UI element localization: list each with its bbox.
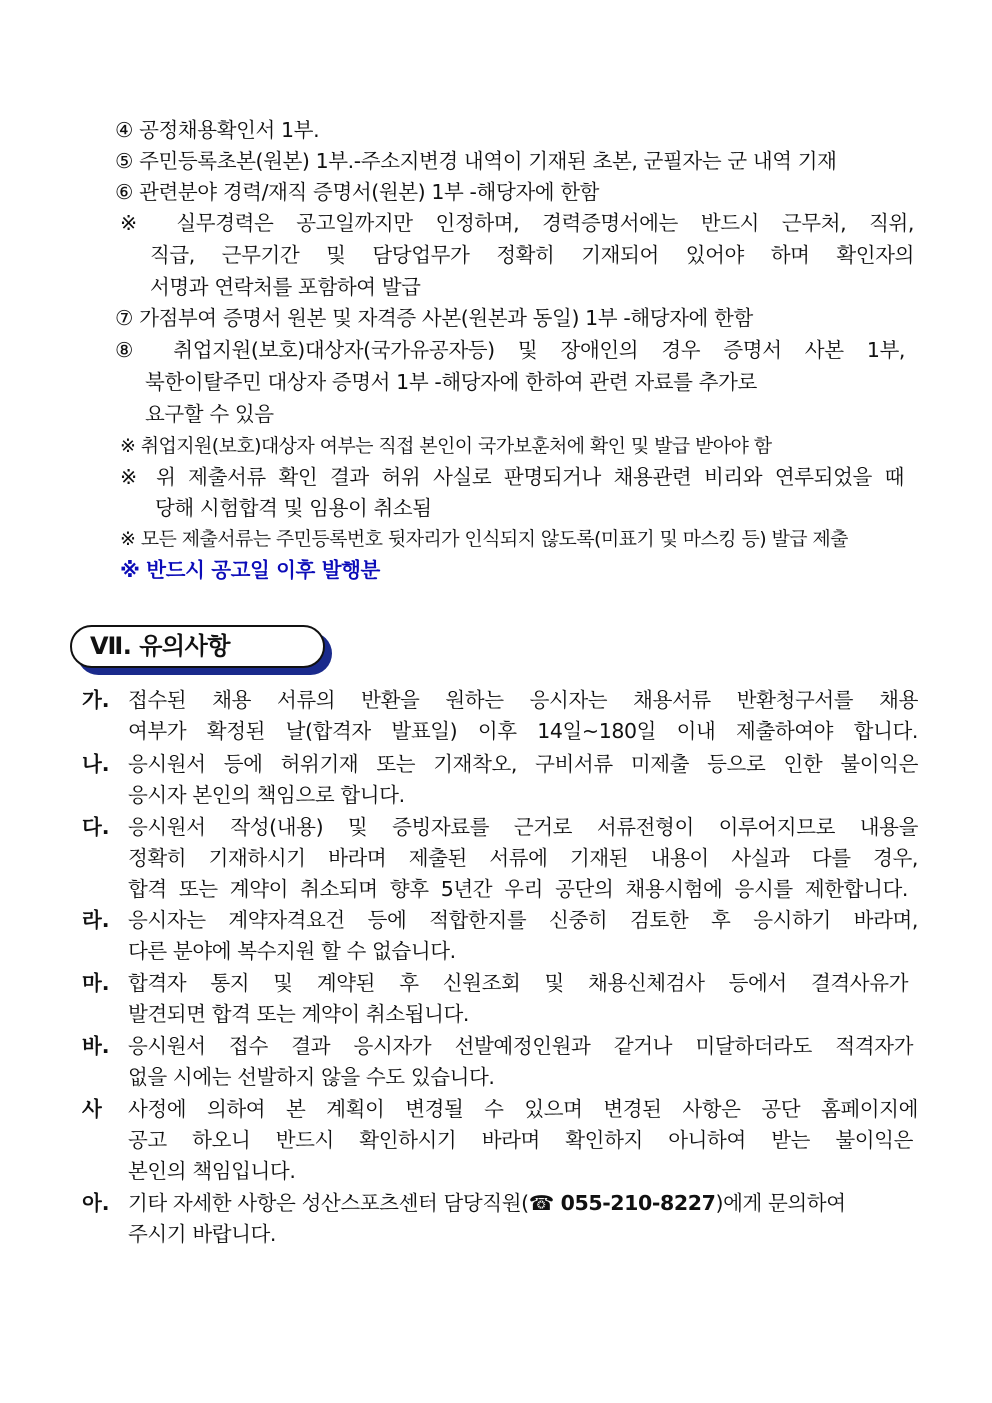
notice-da-line-3: 합격 또는 계약이 취소되며 향후 5년간 우리 공단의 채용시험에 응시를 제한합니다. bbox=[128, 877, 908, 901]
notice-ba-line-2: 없을 시에는 선발하지 않을 수도 있습니다. bbox=[128, 1065, 495, 1089]
notice-label-na: 나. bbox=[82, 752, 110, 776]
item-8-line-2: 북한이탈주민 대상자 증명서 1부 -해당자에 한하여 관련 자료를 추가로 bbox=[145, 370, 757, 394]
notice-label-a: 아. bbox=[82, 1191, 110, 1215]
contact-phone: ☎ 055-210-8227 bbox=[528, 1191, 716, 1215]
notice-na-line-1: 응시원서 등에 허위기재 또는 기재착오, 구비서류 미제출 등으로 인한 불이익은 bbox=[128, 752, 918, 776]
notice-da-line-2: 정확히 기재하시기 바라며 제출된 서류에 기재된 내용이 사실과 다를 경우, bbox=[128, 846, 918, 870]
notice-ba-line-1: 응시원서 접수 결과 응시자가 선발예정인원과 같거나 미달하더라도 적격자가 bbox=[128, 1034, 913, 1058]
notice-na-line-2: 응시자 본인의 책임으로 합니다. bbox=[128, 783, 405, 807]
item-4: ④ 공정채용확인서 1부. bbox=[115, 118, 320, 142]
notice-a-line-2: 주시기 바랍니다. bbox=[128, 1222, 277, 1246]
notice-label-ma: 마. bbox=[82, 971, 110, 995]
item-8-line-3: 요구할 수 있음 bbox=[145, 402, 274, 426]
note-3-line-2: 당해 시험합격 및 임용이 취소됨 bbox=[155, 496, 432, 520]
notice-ga-line-1: 접수된 채용 서류의 반환을 원하는 응시자는 채용서류 반환청구서를 채용 bbox=[128, 688, 918, 712]
notice-a-line-1 bbox=[128, 1188, 846, 1218]
notice-a-text-pre: 기타 자세한 사항은 성산스포츠센터 담당직원( bbox=[128, 1191, 529, 1215]
item-7: ⑦ 가점부여 증명서 원본 및 자격증 사본(원본과 동일) 1부 -해당자에 한함 bbox=[115, 306, 753, 330]
note-1-line-3: 서명과 연락처를 포함하여 발급 bbox=[150, 275, 421, 299]
notice-sa-line-3: 본인의 책임입니다. bbox=[128, 1159, 296, 1183]
notice-sa-line-2: 공고 하오니 반드시 확인하시기 바라며 확인하지 아니하여 받는 불이익은 bbox=[128, 1128, 913, 1152]
item-8-line-1: ⑧ 취업지원(보호)대상자(국가유공자등) 및 장애인의 경우 증명서 사본 1부, bbox=[115, 338, 905, 362]
notice-label-ga: 가. bbox=[82, 688, 110, 712]
note-5-emphasis: ※ 반드시 공고일 이후 발행분 bbox=[120, 558, 380, 582]
section-title: Ⅶ. 유의사항 bbox=[90, 632, 230, 660]
item-5: ⑤ 주민등록초본(원본) 1부.-주소지변경 내역이 기재된 초본, 군필자는 군 내역 기재 bbox=[115, 149, 837, 173]
section-heading bbox=[70, 625, 332, 675]
notice-da-line-1: 응시원서 작성(내용) 및 증빙자료를 근거로 서류전형이 이루어지므로 내용을 bbox=[128, 815, 918, 839]
notice-ra-line-1: 응시자는 계약자격요건 등에 적합한지를 신중히 검토한 후 응시하기 바라며, bbox=[128, 908, 918, 932]
note-4: ※ 모든 제출서류는 주민등록번호 뒷자리가 인식되지 않도록(미표기 및 마스킹 등) 발급 제출 bbox=[120, 528, 848, 550]
notice-label-da: 다. bbox=[82, 815, 110, 839]
notice-label-ra: 라. bbox=[82, 908, 110, 932]
notice-sa-line-1: 사정에 의하여 본 계획이 변경될 수 있으며 변경된 사항은 공단 홈페이지에 bbox=[128, 1097, 918, 1121]
notice-a-text-post: )에게 문의하여 bbox=[715, 1191, 846, 1215]
notice-ma-line-1: 합격자 통지 및 계약된 후 신원조회 및 채용신체검사 등에서 결격사유가 bbox=[128, 971, 908, 995]
notice-label-sa: 사 bbox=[82, 1097, 102, 1121]
notice-label-ba: 바. bbox=[82, 1034, 110, 1058]
note-3-line-1: ※ 위 제출서류 확인 결과 허위 사실로 판명되거나 채용관련 비리와 연루되었을 때 bbox=[120, 465, 904, 489]
note-1-line-1: ※ 실무경력은 공고일까지만 인정하며, 경력증명서에는 반드시 근무처, 직위, bbox=[120, 211, 914, 235]
notice-ra-line-2: 다른 분야에 복수지원 할 수 없습니다. bbox=[128, 939, 456, 963]
notice-ma-line-2: 발견되면 합격 또는 계약이 취소됩니다. bbox=[128, 1002, 470, 1026]
note-1-line-2: 직급, 근무기간 및 담당업무가 정확히 기재되어 있어야 하며 확인자의 bbox=[150, 243, 914, 267]
item-6: ⑥ 관련분야 경력/재직 증명서(원본) 1부 -해당자에 한함 bbox=[115, 180, 600, 204]
notice-ga-line-2: 여부가 확정된 날(합격자 발표일) 이후 14일~180일 이내 제출하여야 합니다. bbox=[128, 719, 918, 743]
note-2: ※ 취업지원(보호)대상자 여부는 직접 본인이 국가보훈처에 확인 및 발급 받아야 함 bbox=[120, 435, 772, 457]
